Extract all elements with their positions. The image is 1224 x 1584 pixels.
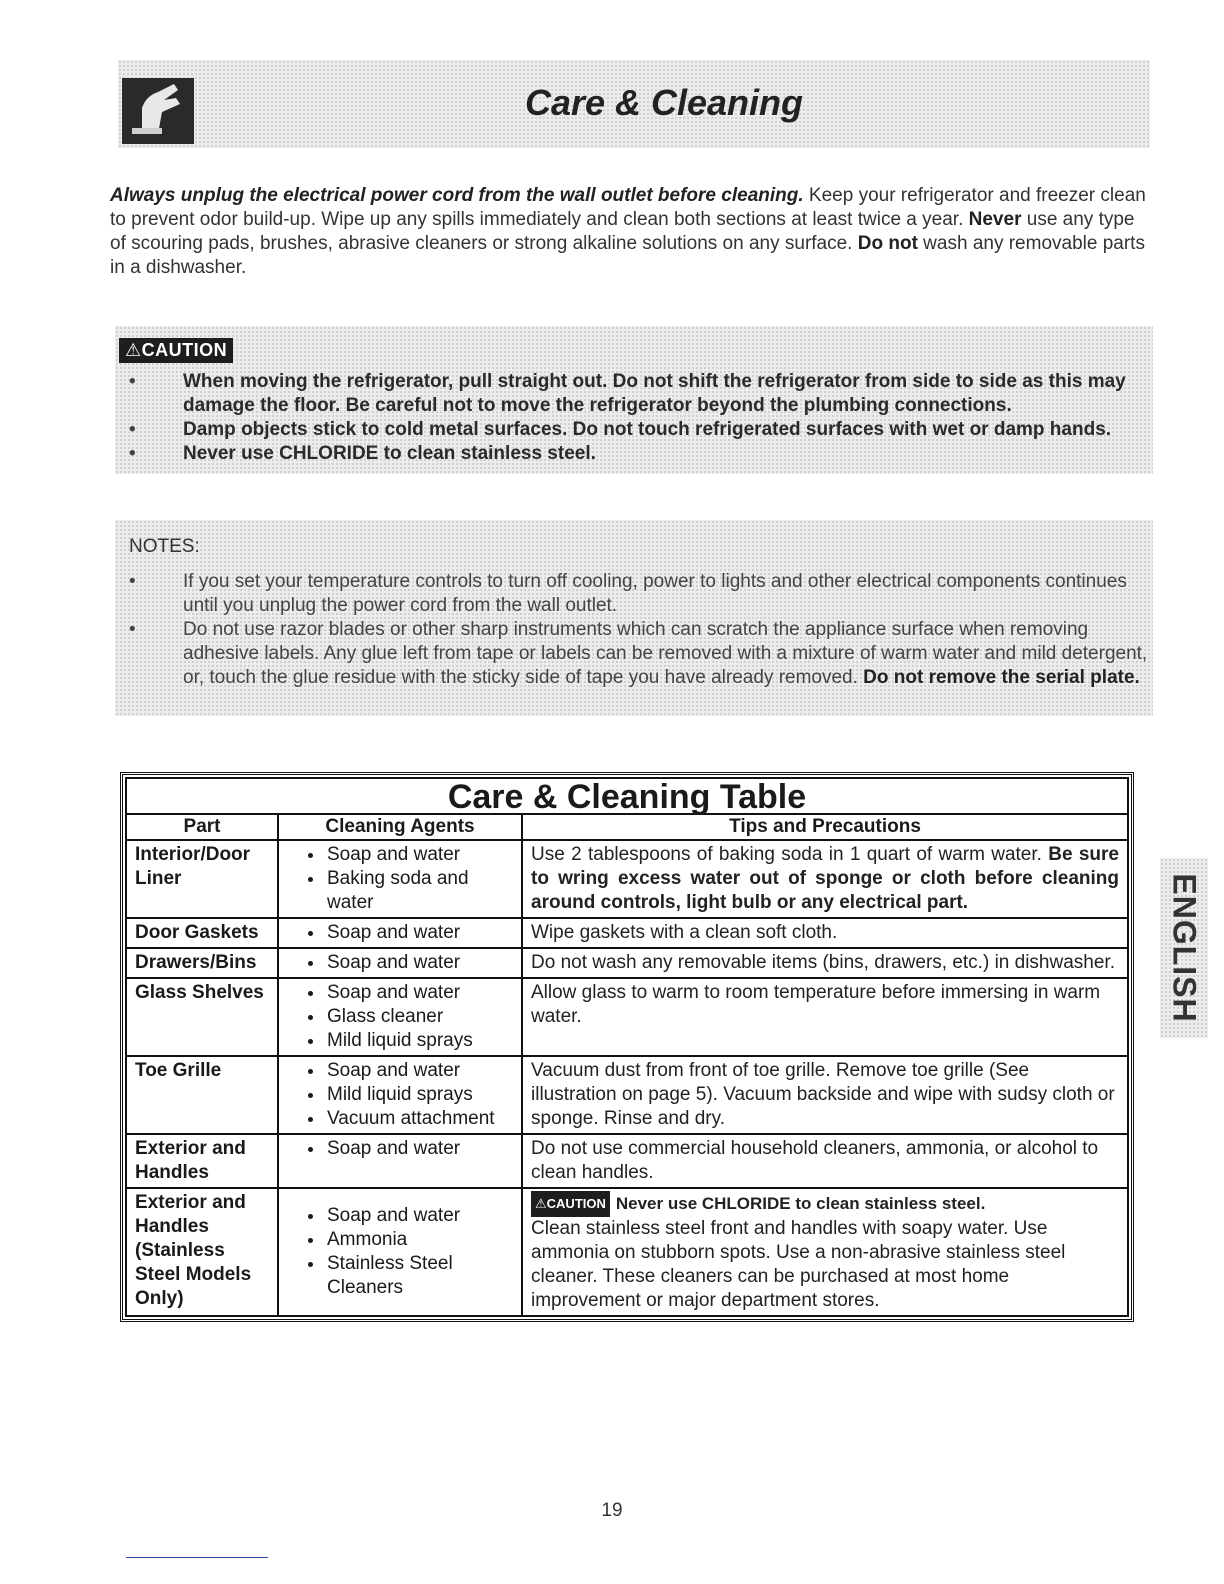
- agent-item: • Mild liquid sprays: [325, 1083, 513, 1107]
- agent-item: • Stainless Steel Cleaners: [325, 1252, 513, 1300]
- agent-item: • Soap and water: [325, 981, 513, 1005]
- table-row: [126, 1134, 1128, 1188]
- tips-text: Clean stainless steel front and handles with soapy water. Use ammonia on stubborn spots. Use a non-abrasive stainless steel cleaner. These cleaners can be purchased at most home improvement or major department stores.: [531, 1218, 1066, 1311]
- agent-item: • Baking soda and water: [325, 867, 513, 915]
- language-label: ENGLISH: [1166, 873, 1203, 1023]
- tips-text: Use 2 tablespoons of baking soda in 1 quart of warm water.: [531, 844, 1049, 865]
- agents-cell: [278, 1188, 522, 1316]
- table-row: [126, 1188, 1128, 1316]
- agents-cell: [278, 840, 522, 918]
- note-text: Do not use razor blades or other sharp instruments which can scratch the appliance surface when removing adhesive labels. Any glue left from tape or labels can be removed with a mixture of warm water and mild detergent, or, touch the glue residue with the sticky side of tape you have already removed.: [183, 619, 1148, 688]
- page-title: Care & Cleaning: [524, 82, 804, 123]
- agent-item: • Mild liquid sprays: [325, 1029, 513, 1053]
- care-cleaning-table: [125, 777, 1129, 1317]
- note-item: [115, 618, 1149, 690]
- note-item: • If you set your temperature controls to turn off cooling, power to lights and other electrical components continues until you unplug the power cord from the wall outlet.: [115, 570, 1149, 618]
- agent-item: • Soap and water: [325, 843, 513, 867]
- part-cell: Toe Grille: [126, 1056, 278, 1134]
- table-row: [126, 840, 1128, 918]
- agent-item: • Soap and water: [325, 921, 513, 945]
- tips-cell: Wipe gaskets with a clean soft cloth.: [522, 918, 1128, 948]
- agent-item: • Vacuum attachment: [325, 1107, 513, 1131]
- intro-donot: Do not: [857, 233, 918, 254]
- page-number: 19: [601, 1500, 623, 1521]
- part-cell: Interior/Door Liner: [126, 840, 278, 918]
- table-row: [126, 918, 1128, 948]
- notes-title: NOTES:: [129, 536, 200, 557]
- agent-item: • Soap and water: [325, 1137, 513, 1161]
- notes-box: [115, 520, 1153, 716]
- agents-cell: [278, 948, 522, 978]
- intro-text-2: use any type of scouring pads, brushes, abrasive cleaners or strong alkaline solutions on any surface.: [110, 209, 1135, 254]
- table-row: [126, 1056, 1128, 1134]
- tips-bold: Never use CHLORIDE to clean stainless steel.: [615, 1194, 986, 1213]
- tips-bold: Be sure to wring excess water out of sponge or cloth before cleaning around controls, light bulb or any electrical part.: [531, 844, 1119, 913]
- agent-item: • Soap and water: [325, 1204, 513, 1228]
- agent-item: • Soap and water: [325, 1059, 513, 1083]
- column-header-cleaning-agents: Cleaning Agents: [278, 814, 522, 840]
- language-side-tab: [1160, 858, 1208, 1038]
- intro-never: Never: [968, 209, 1022, 230]
- tips-cell: Vacuum dust from front of toe grille. Remove toe grille (See illustration on page 5). Vacuum backside and wipe with sudsy cloth or sponge. Rinse and dry.: [522, 1056, 1128, 1134]
- intro-paragraph: [110, 184, 1146, 280]
- caution-badge: ⚠CAUTION: [531, 1191, 610, 1217]
- caution-item: • Never use CHLORIDE to clean stainless steel.: [115, 442, 1145, 466]
- note-bold: Do not remove the serial plate.: [863, 667, 1140, 688]
- table-header-row: [126, 814, 1128, 840]
- agents-cell: [278, 1056, 522, 1134]
- footer-divider: [126, 1557, 268, 1558]
- page-header: [118, 60, 1150, 148]
- caution-badge: ⚠CAUTION: [119, 338, 233, 363]
- table-title: Care & Cleaning Table: [125, 777, 1129, 813]
- part-cell: Exterior and Handles: [126, 1134, 278, 1188]
- caution-box: [115, 326, 1153, 474]
- table-row: [126, 978, 1128, 1056]
- agents-cell: [278, 978, 522, 1056]
- agent-item: • Glass cleaner: [325, 1005, 513, 1029]
- intro-lead: Always unplug the electrical power cord from the wall outlet before cleaning.: [110, 185, 804, 206]
- caution-item: • When moving the refrigerator, pull straight out. Do not shift the refrigerator from side to side as this may damage the floor. Be careful not to move the refrigerator beyond the plumbing connections.: [115, 370, 1145, 418]
- intro-text-3: wash any removable parts in a dishwasher.: [110, 233, 1145, 278]
- agents-cell: [278, 918, 522, 948]
- part-cell: Glass Shelves: [126, 978, 278, 1056]
- agents-cell: [278, 1134, 522, 1188]
- caution-list: [115, 370, 1145, 466]
- intro-text-1: Keep your refrigerator and freezer clean to prevent odor build-up. Wipe up any spills immediately and clean both sections at least twice a year.: [110, 185, 1146, 230]
- caution-item: • Damp objects stick to cold metal surfaces. Do not touch refrigerated surfaces with wet or damp hands.: [115, 418, 1145, 442]
- tips-cell: Do not wash any removable items (bins, drawers, etc.) in dishwasher.: [522, 948, 1128, 978]
- column-header-part: Part: [126, 814, 278, 840]
- tips-cell: Do not use commercial household cleaners, ammonia, or alcohol to clean handles.: [522, 1134, 1128, 1188]
- table-row: [126, 948, 1128, 978]
- care-cleaning-table-frame: [120, 772, 1134, 1322]
- column-header-tips: Tips and Precautions: [522, 814, 1128, 840]
- agent-item: • Ammonia: [325, 1228, 513, 1252]
- agent-item: • Soap and water: [325, 951, 513, 975]
- part-cell: Door Gaskets: [126, 918, 278, 948]
- tips-cell: [522, 840, 1128, 918]
- notes-list: [115, 570, 1149, 690]
- part-cell: Drawers/Bins: [126, 948, 278, 978]
- part-cell: Exterior and Handles (Stainless Steel Models Only): [126, 1188, 278, 1316]
- tips-cell: Allow glass to warm to room temperature before immersing in warm water.: [522, 978, 1128, 1056]
- tips-cell: [522, 1188, 1128, 1316]
